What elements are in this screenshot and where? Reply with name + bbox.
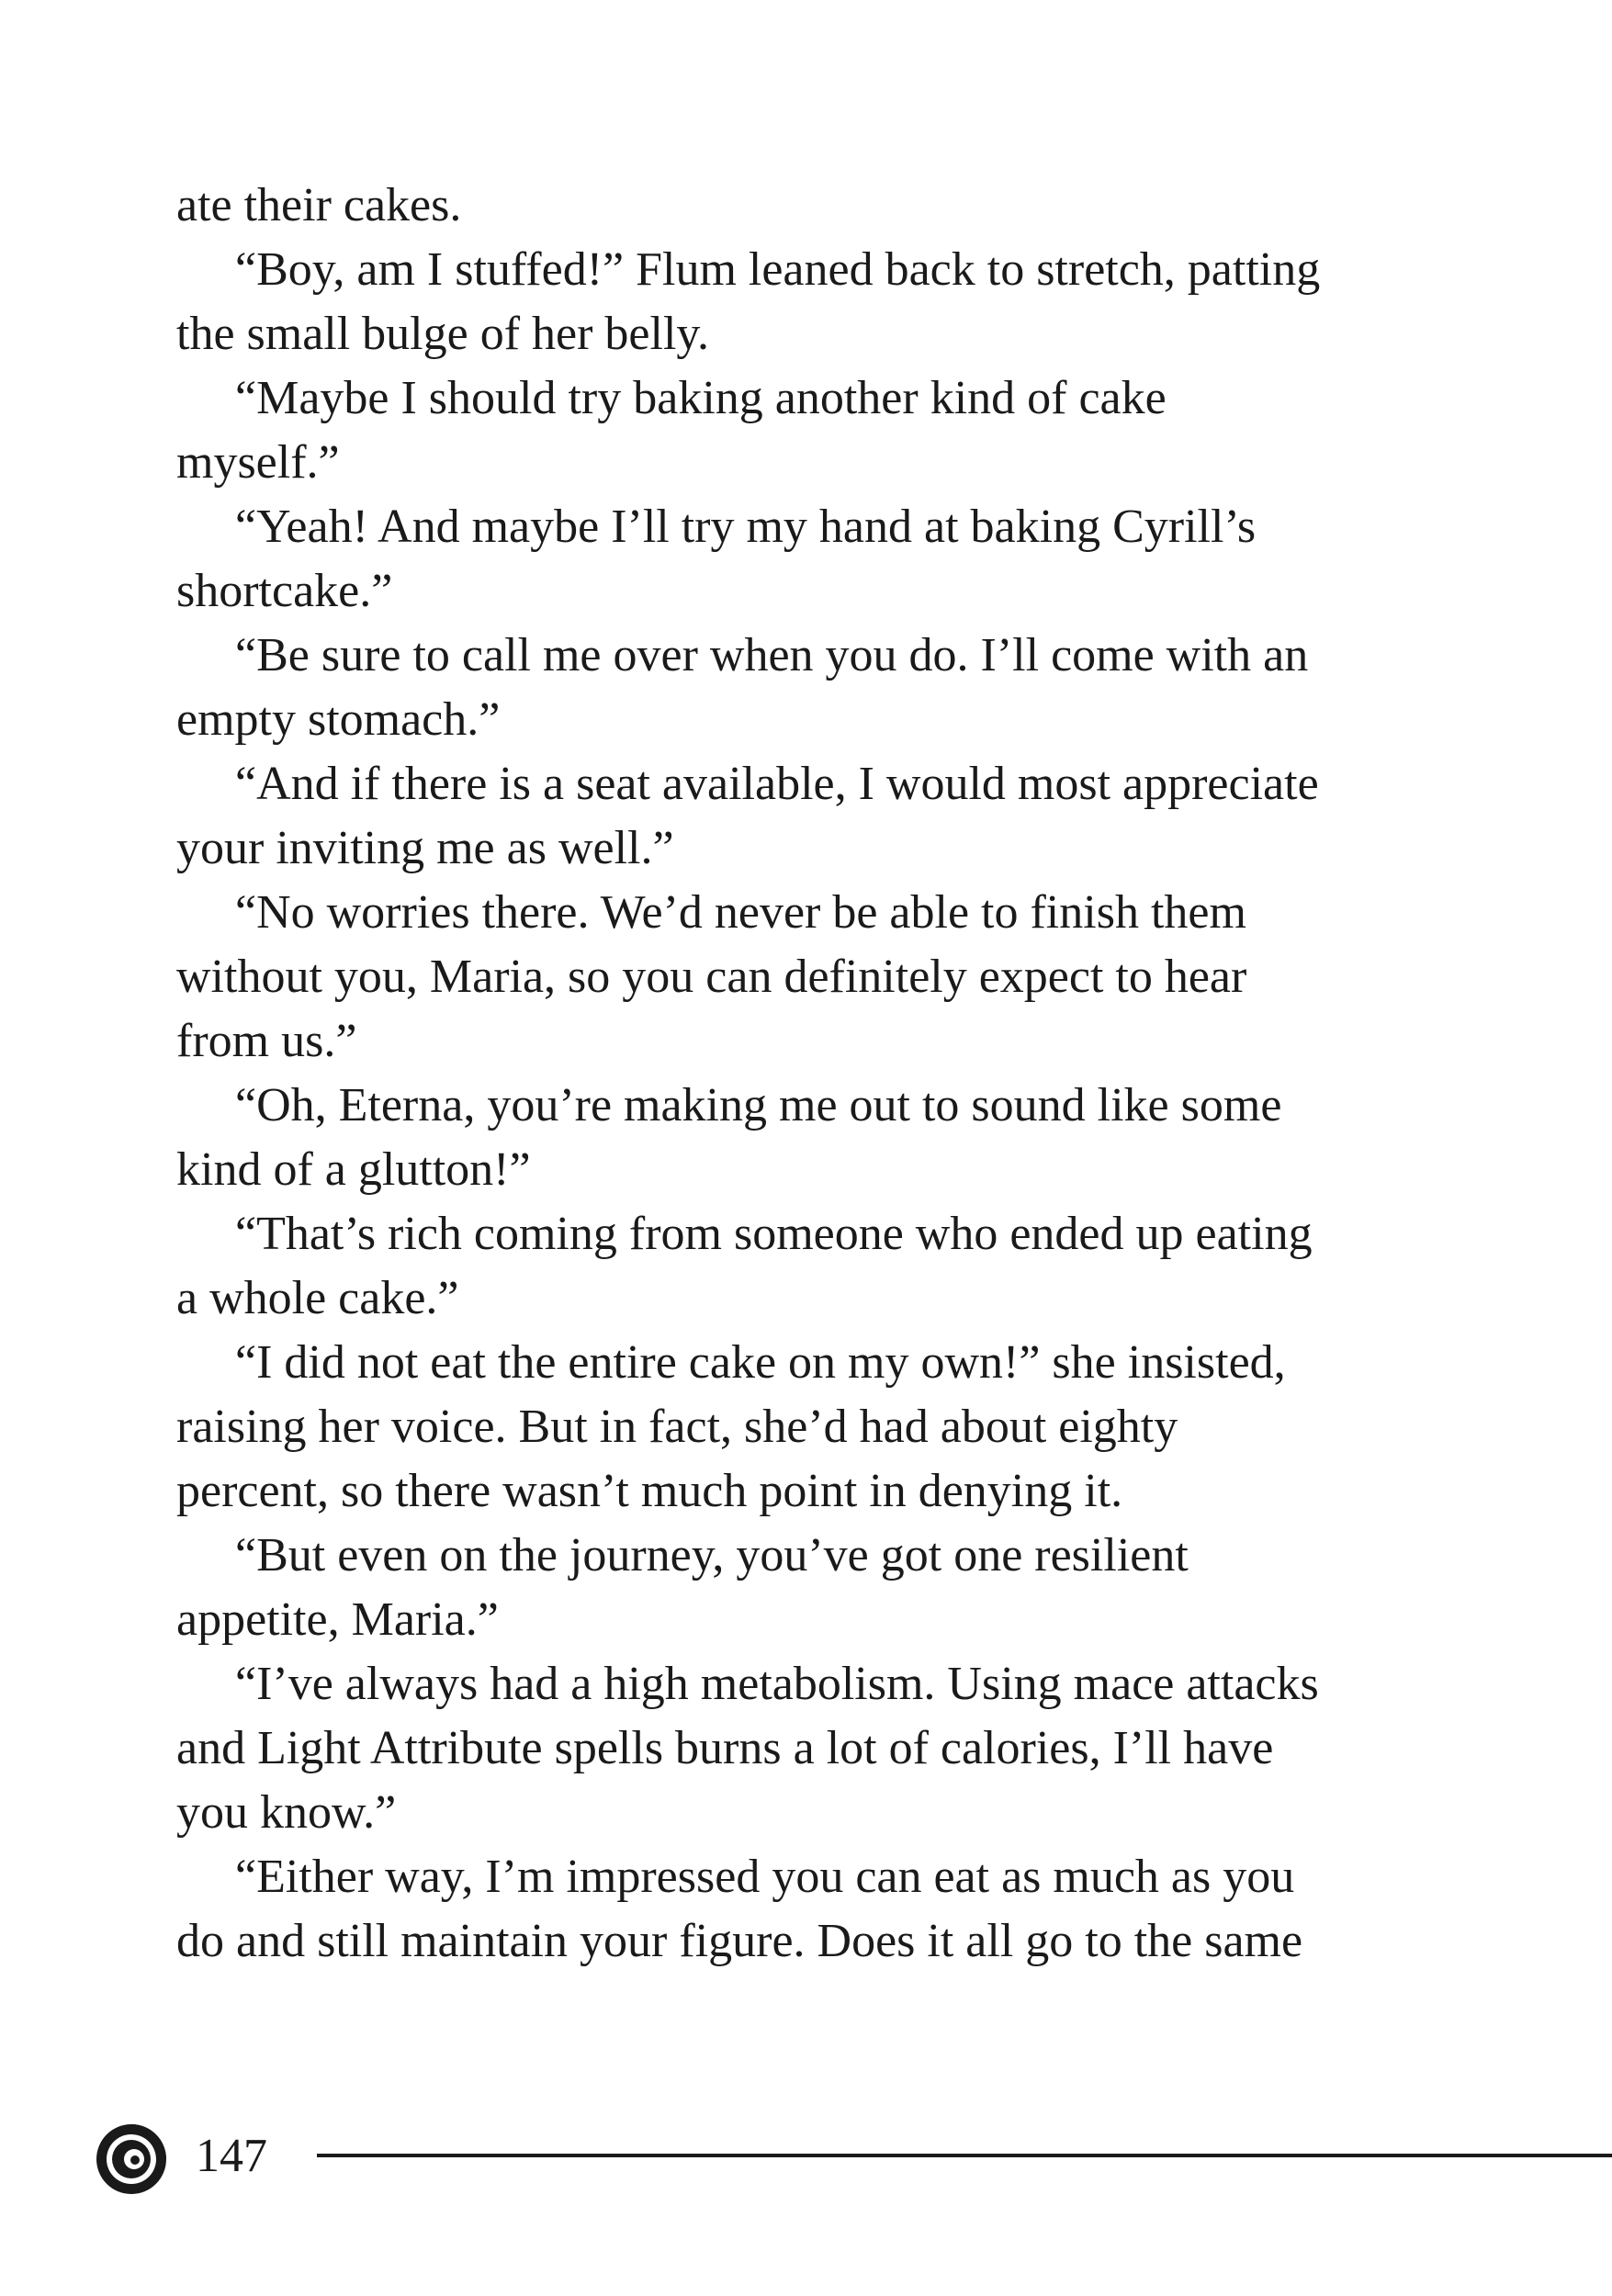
text-line: from us.” — [176, 1015, 357, 1067]
text-line: a whole cake.” — [176, 1272, 459, 1324]
text-line: shortcake.” — [176, 565, 393, 617]
text-line: “And if there is a seat available, I would most appreciate — [235, 758, 1319, 810]
text-line: “Be sure to call me over when you do. I’ll come with an — [235, 629, 1309, 681]
text-line: without you, Maria, so you can definitely expect to hear — [176, 951, 1247, 1003]
text-line: your inviting me as well.” — [176, 822, 674, 874]
text-line: “I’ve always had a high metabolism. Using mace attacks — [235, 1658, 1319, 1710]
text-line: kind of a glutton!” — [176, 1143, 531, 1196]
text-line: “No worries there. We’d never be able to finish them — [235, 886, 1246, 939]
page-footer — [0, 2112, 1612, 2195]
text-line: percent, so there wasn’t much point in denying it. — [176, 1465, 1123, 1517]
text-line: “Boy, am I stuffed!” Flum leaned back to stretch, patting — [235, 243, 1321, 296]
text-line: “But even on the journey, you’ve got one resilient — [235, 1529, 1189, 1581]
footer-rule — [317, 2154, 1612, 2157]
text-line: ate their cakes. — [176, 179, 462, 231]
spiral-icon — [94, 2122, 169, 2197]
text-line: “That’s rich coming from someone who ended up eating — [235, 1208, 1313, 1260]
text-line: you know.” — [176, 1786, 397, 1839]
text-line: “I did not eat the entire cake on my own!” she insisted, — [235, 1336, 1286, 1389]
text-line: “Yeah! And maybe I’ll try my hand at baking Cyrill’s — [235, 501, 1257, 553]
page-number: 147 — [196, 2130, 267, 2182]
text-line: and Light Attribute spells burns a lot of calories, I’ll have — [176, 1722, 1274, 1774]
text-line: appetite, Maria.” — [176, 1593, 499, 1646]
text-line: “Either way, I’m impressed you can eat as much as you — [235, 1851, 1295, 1903]
body-text — [176, 174, 1435, 1974]
text-line: do and still maintain your figure. Does it all go to the same — [176, 1915, 1303, 1967]
text-line: “Maybe I should try baking another kind of cake — [235, 372, 1167, 424]
text-line: myself.” — [176, 436, 340, 489]
text-line: “Oh, Eterna, you’re making me out to sound like some — [235, 1079, 1282, 1131]
text-line: the small bulge of her belly. — [176, 308, 710, 360]
text-line: raising her voice. But in fact, she’d had about eighty — [176, 1401, 1178, 1453]
text-line: empty stomach.” — [176, 693, 501, 746]
